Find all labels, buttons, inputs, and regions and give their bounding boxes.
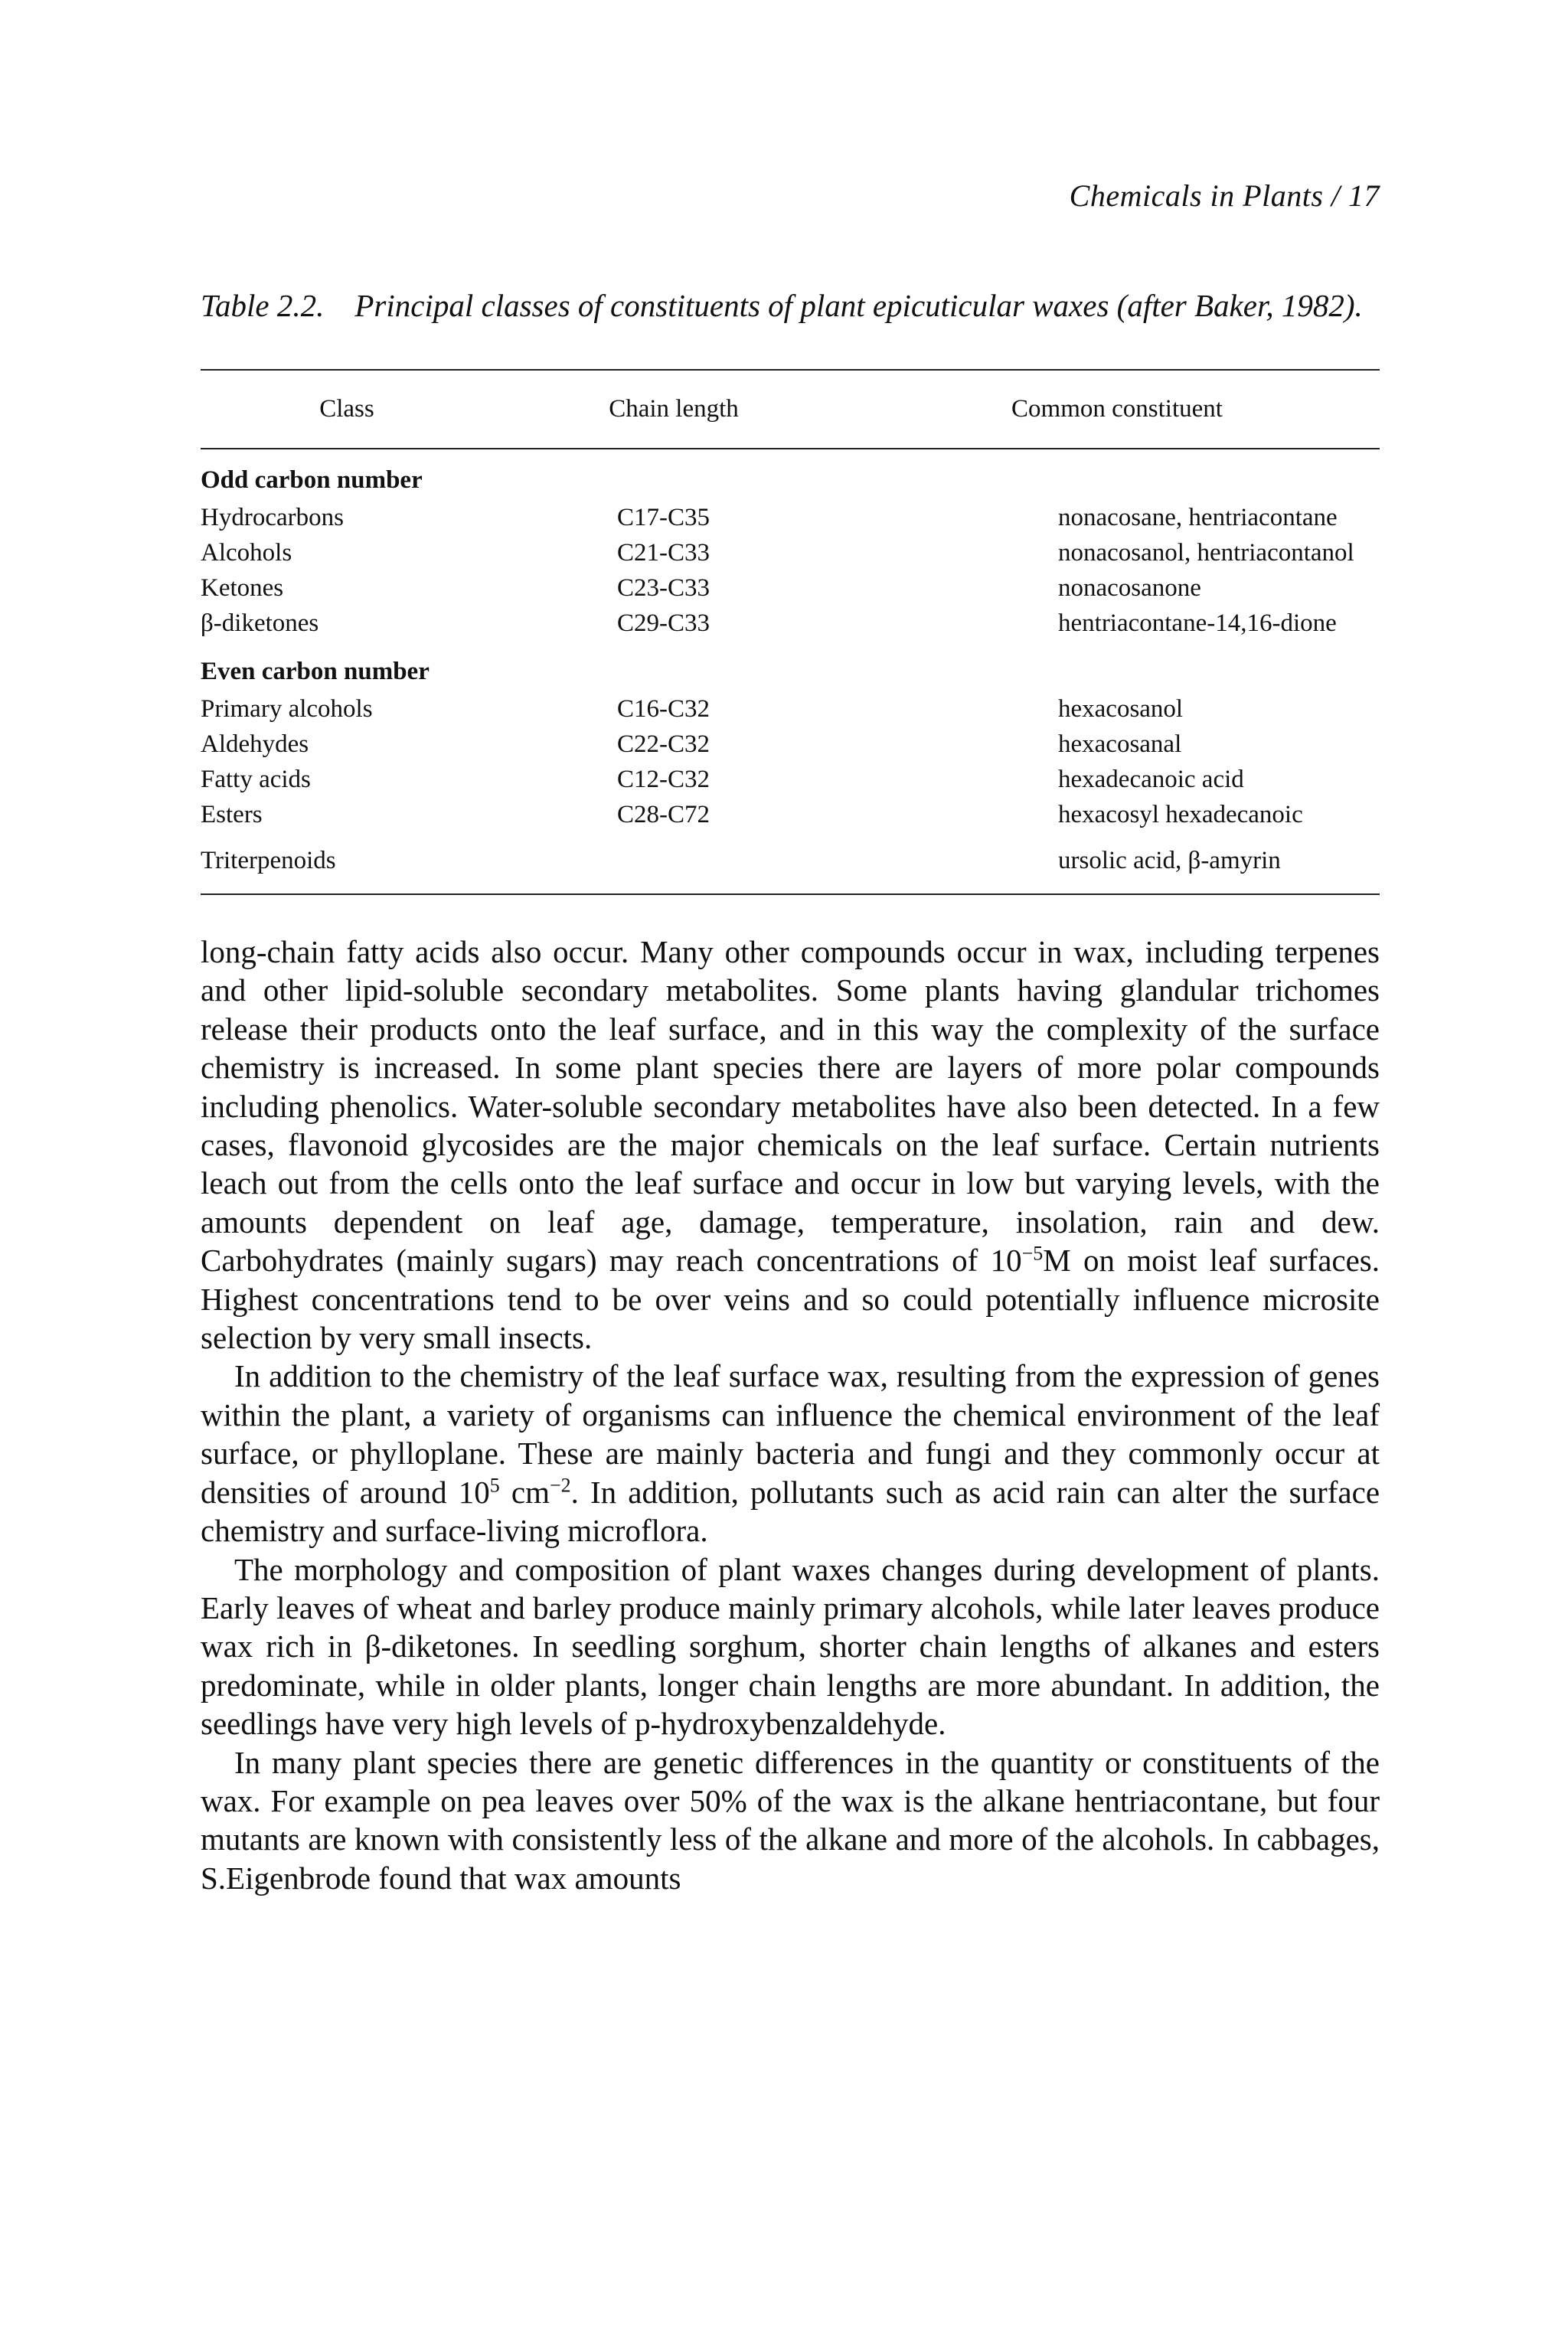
group-title: Odd carbon number (201, 466, 423, 494)
cell-chain: C28-C72 (617, 800, 710, 828)
header-class: Class (319, 394, 374, 423)
paragraph-2-text-mid: cm (499, 1474, 550, 1510)
cell-common: hentriacontane-14,16-dione (1058, 609, 1337, 637)
table-row (201, 762, 1380, 797)
running-head: Chemicals in Plants / 17 (1069, 178, 1380, 213)
caption-text: Principal classes of constituents of plant epicuticular waxes (after Baker, 1982). (354, 288, 1363, 323)
cell-class: Ketones (201, 573, 284, 602)
paragraph-2-superscript-1: 5 (489, 1474, 500, 1497)
cell-common: hexacosyl hexadecanoic (1058, 800, 1303, 828)
cell-class: Triterpenoids (201, 846, 336, 874)
paragraph-2-superscript-2: −2 (550, 1474, 571, 1497)
cell-chain: C29-C33 (617, 609, 710, 637)
table-row (201, 535, 1380, 570)
paragraph-3: The morphology and composition of plant waxes changes during development of plants. Early leaves of wheat and barley produce mainly primary alcohols, while later leaves produce wax rich in β-diketones. In seedling sorghum, shorter chain lengths of alkanes and esters predominate, while in older plants, longer chain lengths are more abundant. In addition, the seedlings have very high levels of p-hydroxybenzaldehyde. (201, 1551, 1380, 1742)
cell-common: nonacosane, hentriacontane (1058, 503, 1338, 531)
caption-label: Table 2.2. (201, 288, 325, 323)
wax-constituents-table (201, 369, 1380, 895)
table-caption (201, 285, 1380, 326)
cell-chain: C16-C32 (617, 694, 710, 723)
cell-class: Primary alcohols (201, 694, 373, 723)
cell-common: nonacosanone (1058, 573, 1201, 602)
group-heading-row (201, 449, 1380, 500)
table-row (201, 691, 1380, 727)
cell-chain: C23-C33 (617, 573, 710, 602)
cell-class: Fatty acids (201, 765, 311, 793)
cell-chain: C17-C35 (617, 503, 710, 531)
header-common-constituent: Common constituent (1011, 394, 1223, 423)
cell-chain (493, 843, 854, 878)
table-body (201, 371, 1380, 878)
table-row (201, 843, 1380, 878)
cell-common: hexacosanol (1058, 694, 1184, 723)
group-title: Even carbon number (201, 657, 430, 685)
cell-class: Esters (201, 800, 263, 828)
table-bottom-rule (201, 893, 1380, 895)
paragraph-2-text-a: In addition to the chemistry of the leaf surface wax, resulting from the expression of genes within the plant, a variety of organisms can influence the chemical environment of the leaf surface, or phylloplane. These are mainly bacteria and fungi and they commonly occur at densities of around 10 (201, 1358, 1380, 1510)
cell-class: Aldehydes (201, 730, 309, 758)
cell-common: ursolic acid, β-amyrin (1058, 846, 1281, 874)
paragraph-1-text-a: long-chain fatty acids also occur. Many other compounds occur in wax, including terpenes and other lipid-soluble secondary metabolites. Some plants having glandular trichomes release their products onto the leaf surface, and in this way the complexity of the surface chemistry is increased. In some plant species there are layers of more polar compounds including phenolics. Water-soluble secondary metabolites have also been detected. In a few cases, flavonoid glycosides are the major chemicals on the leaf surface. Certain nutrients leach out from the cells onto the leaf surface and occur in low but varying levels, with the amounts dependent on leaf age, damage, temperature, insolation, rain and dew. Carbohydrates (mainly sugars) may reach concentrations of 10 (201, 934, 1380, 1279)
paragraph-1-text-b: M on moist leaf surfaces. Highest concentrations tend to be over veins and so could potentially influence microsite selection by very small insects. (201, 1243, 1380, 1356)
paragraph-2 (201, 1357, 1380, 1550)
paragraph-1 (201, 933, 1380, 1357)
header-chain-length: Chain length (609, 394, 739, 423)
cell-common: nonacosanol, hentriacontanol (1058, 538, 1354, 567)
table-row (201, 570, 1380, 606)
table-row (201, 727, 1380, 762)
table-row (201, 500, 1380, 535)
cell-class: Alcohols (201, 538, 292, 567)
cell-class: Hydrocarbons (201, 503, 344, 531)
cell-chain: C12-C32 (617, 765, 710, 793)
cell-chain: C21-C33 (617, 538, 710, 567)
cell-common: hexadecanoic acid (1058, 765, 1244, 793)
cell-chain: C22-C32 (617, 730, 710, 758)
paragraph-1-superscript: −5 (1021, 1242, 1044, 1265)
group-heading-row (201, 641, 1380, 691)
table-row (201, 797, 1380, 832)
table-header-row (201, 371, 1380, 430)
table-row (201, 606, 1380, 641)
paragraph-4: In many plant species there are genetic differences in the quantity or constituents of the wax. For example on pea leaves over 50% of the wax is the alkane hentriacontane, but four mutants are known with consistently less of the alkane and more of the alcohols. In cabbages, S.Eigenbrode found that wax amounts (201, 1744, 1380, 1896)
cell-class: β-diketones (201, 609, 319, 637)
body-text (201, 933, 1380, 1897)
paragraph-2-text-b: . In addition, pollutants such as acid rain can alter the surface chemistry and surface-living microflora. (201, 1474, 1380, 1549)
cell-common: hexacosanal (1058, 730, 1182, 758)
